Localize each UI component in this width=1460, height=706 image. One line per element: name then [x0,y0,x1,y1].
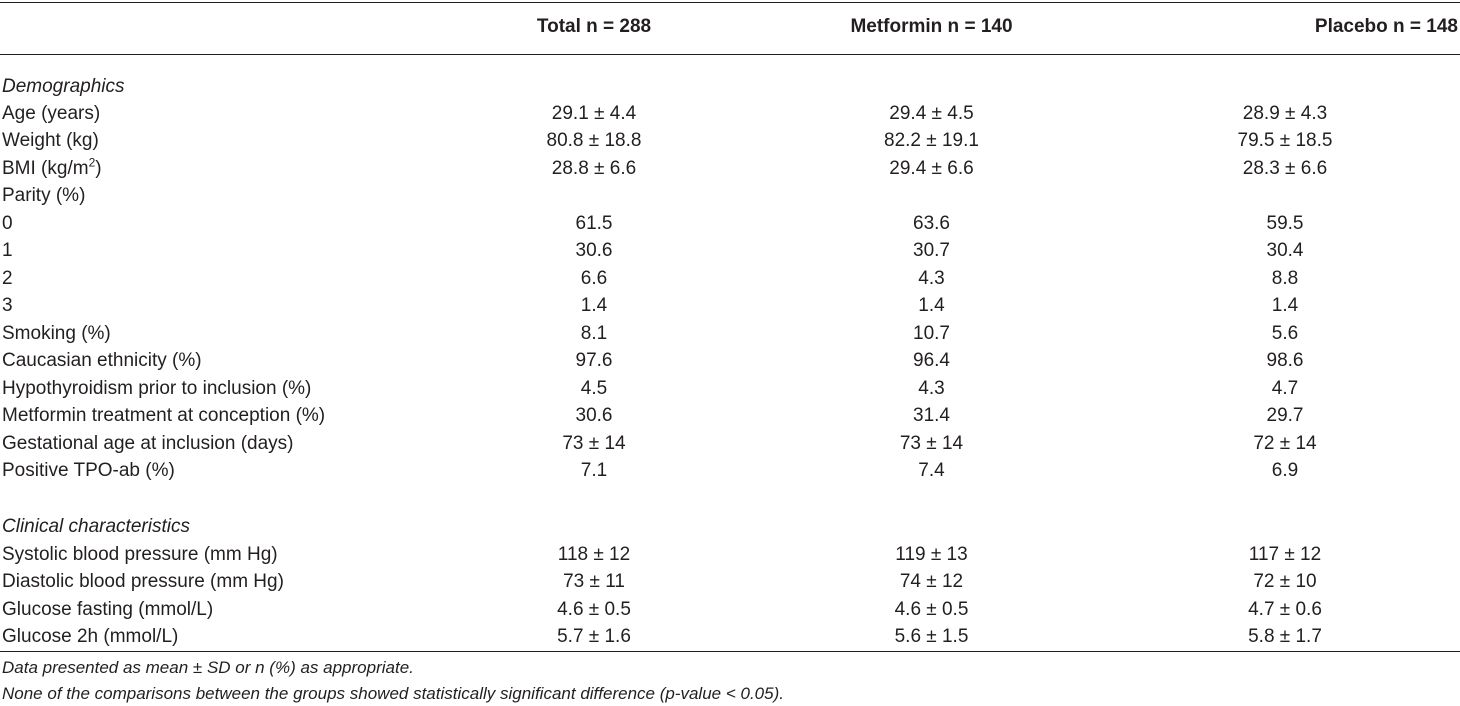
value-total: 4.6 ± 0.5 [557,598,631,620]
row-label-cell [0,210,435,238]
table-row [0,458,1460,486]
row-label-cell [0,293,435,321]
value-placebo: 28.9 ± 4.3 [1242,102,1328,124]
table-row [0,375,1460,403]
value-placebo: 30.4 [1266,240,1304,262]
section-header-row [0,54,1460,100]
value-metformin: 1.4 [918,295,945,317]
row-label: Glucose 2h (mmol/L) [2,626,179,648]
row-label: Systolic blood pressure (mm Hg) [2,543,278,565]
value-total: 1.4 [580,295,608,317]
value-total: 7.1 [580,460,608,482]
value-total [435,183,753,211]
value-total: 5.7 ± 1.6 [557,626,631,648]
value-metformin [753,183,1110,211]
value-metformin: 119 ± 13 [895,543,968,565]
row-label-cell [0,348,435,376]
value-metformin: 4.3 [918,377,945,399]
table-row [0,210,1460,238]
value-metformin: 74 ± 12 [899,571,964,593]
row-label: 1 [2,240,13,262]
value-placebo: 79.5 ± 18.5 [1237,130,1333,152]
row-label-cell [0,541,435,569]
row-label-cell [0,458,435,486]
spacer-cell [0,485,1460,513]
row-label-cell [0,183,435,211]
footnote-significance: None of the comparisons between the groups showed statistically significant difference (p-value < 0.05). [2,684,784,703]
row-label: Metformin treatment at conception (%) [2,405,326,427]
value-placebo: 4.7 [1271,377,1299,399]
row-label: Glucose fasting (mmol/L) [2,598,214,620]
row-label: Positive TPO-ab (%) [2,460,175,482]
table-row [0,320,1460,348]
value-placebo: 5.6 [1271,322,1299,344]
row-label-cell [0,375,435,403]
table-row [0,128,1460,156]
value-metformin: 96.4 [913,350,950,372]
row-label-cell [0,238,435,266]
value-placebo: 29.7 [1266,405,1304,427]
row-label-cell [0,100,435,128]
value-metformin: 7.4 [918,460,945,482]
section-title: Clinical characteristics [2,516,190,537]
value-metformin: 73 ± 14 [899,432,964,454]
value-metformin: 30.7 [913,240,950,262]
table-row [0,348,1460,376]
value-placebo: 117 ± 12 [1248,543,1322,565]
value-total: 30.6 [575,405,613,427]
row-label: BMI (kg/m [2,157,89,179]
value-total: 97.6 [575,350,613,372]
table-row [0,238,1460,266]
row-label-superscript: 2 [88,155,96,170]
table-row [0,596,1460,624]
table-row [0,100,1460,128]
section-title: Demographics [2,76,125,97]
value-placebo: 72 ± 14 [1253,432,1317,454]
value-placebo: 6.9 [1271,460,1299,482]
row-label: 0 [2,212,13,234]
row-label-cell [0,624,435,652]
value-metformin: 5.6 ± 1.5 [894,626,969,648]
table-row [0,293,1460,321]
row-label-cell [0,430,435,458]
value-total: 6.6 [580,267,608,289]
row-label: 2 [2,267,13,289]
row-label-cell [0,155,435,183]
value-total: 29.1 ± 4.4 [551,102,637,124]
table-row [0,541,1460,569]
value-placebo: 72 ± 10 [1253,571,1317,593]
value-metformin: 63.6 [913,212,950,234]
row-label: Hypothyroidism prior to inclusion (%) [2,377,312,399]
value-metformin: 31.4 [913,405,950,427]
value-total: 61.5 [575,212,613,234]
header-cell-label [0,0,435,54]
value-metformin: 29.4 ± 6.6 [889,157,974,179]
value-total: 28.8 ± 6.6 [551,157,637,179]
value-total: 73 ± 11 [563,571,625,593]
header-row [0,0,1460,54]
row-label-cell [0,596,435,624]
row-label-suffix: ) [95,157,102,179]
value-total: 118 ± 12 [557,543,631,565]
value-placebo: 1.4 [1271,295,1299,317]
row-label: Age (years) [2,102,101,124]
row-label: Smoking (%) [2,322,111,344]
section-header-row [0,513,1460,541]
footnote-data-presentation: Data presented as mean ± SD or n (%) as appropriate. [2,658,414,677]
table-row [0,569,1460,597]
value-placebo [1110,183,1460,211]
header-cell-total: Total n = 288 [536,16,652,37]
header-cell-placebo: Placebo n = 148 [1314,16,1458,37]
table-row [0,430,1460,458]
row-label: Weight (kg) [2,130,99,152]
row-label-cell [0,403,435,431]
value-metformin: 4.6 ± 0.5 [894,598,969,620]
row-label-cell [0,265,435,293]
row-label: Parity (%) [2,185,86,207]
header-cell-metformin: Metformin n = 140 [850,16,1013,37]
value-metformin: 10.7 [913,322,950,344]
value-metformin: 82.2 ± 19.1 [884,130,979,152]
value-total: 73 ± 14 [562,432,626,454]
value-total: 30.6 [575,240,613,262]
row-label-cell [0,320,435,348]
table-row [0,183,1460,211]
row-label: Gestational age at inclusion (days) [2,432,294,454]
value-metformin: 4.3 [918,267,945,289]
value-total: 80.8 ± 18.8 [546,130,642,152]
value-placebo: 28.3 ± 6.6 [1242,157,1328,179]
value-placebo: 59.5 [1266,212,1304,234]
section-spacer-row [0,485,1460,513]
row-label: Diastolic blood pressure (mm Hg) [2,571,284,593]
row-label-cell [0,128,435,156]
row-label: 3 [2,295,13,317]
table-row [0,265,1460,293]
value-placebo: 4.7 ± 0.6 [1248,598,1322,620]
row-label: Caucasian ethnicity (%) [2,350,202,372]
table-row [0,624,1460,652]
value-metformin: 29.4 ± 4.5 [889,102,974,124]
value-placebo: 5.8 ± 1.7 [1248,626,1322,648]
value-placebo: 8.8 [1271,267,1299,289]
bottom-rule [0,651,1460,652]
value-total: 4.5 [580,377,608,399]
table-row [0,155,1460,183]
value-placebo: 98.6 [1266,350,1304,372]
table-row [0,403,1460,431]
row-label-cell [0,569,435,597]
value-total: 8.1 [580,322,608,344]
